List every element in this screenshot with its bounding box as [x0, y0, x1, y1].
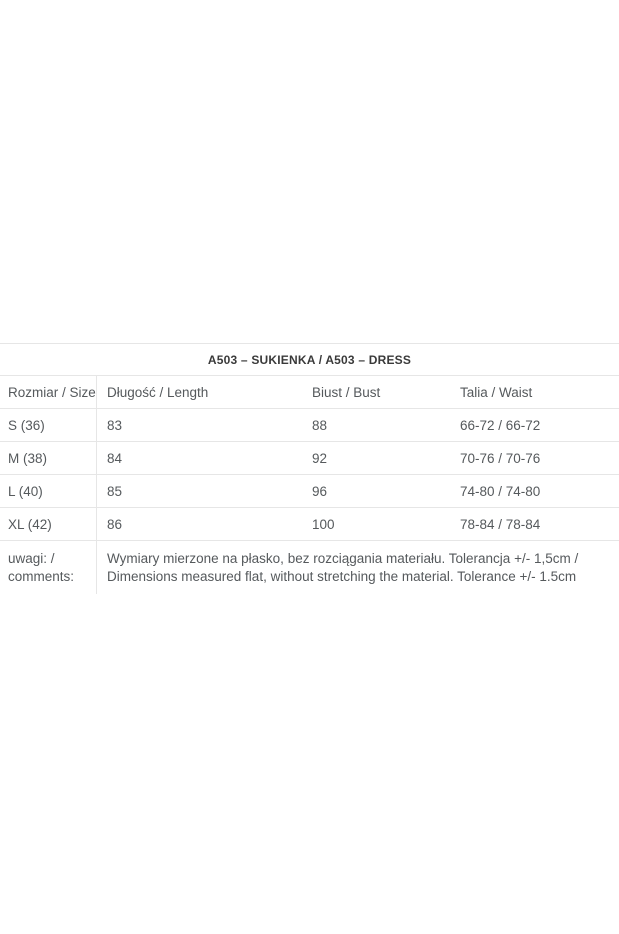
cell-size: S (36): [0, 409, 97, 441]
size-table: [0, 343, 619, 594]
cell-length: 86: [107, 516, 123, 532]
notes-text: [97, 541, 619, 594]
size-table-title-row: [0, 344, 619, 376]
size-table-title: A503 – SUKIENKA / A503 – DRESS: [207, 352, 412, 367]
table-row: [0, 409, 619, 442]
cell-waist: 66-72 / 66-72: [460, 417, 541, 433]
column-header-waist: Talia / Waist: [460, 384, 533, 400]
cell-waist: 74-80 / 74-80: [460, 483, 541, 499]
cell-length: 83: [107, 417, 123, 433]
notes-text-pl: Wymiary mierzone na płasko, bez rozciągania materiału. Tolerancja +/- 1,5cm /: [107, 551, 579, 566]
notes-text-en: Dimensions measured flat, without stretching the material. Tolerance +/- 1.5cm: [107, 569, 577, 584]
table-row: [0, 442, 619, 475]
column-header-length: Długość / Length: [107, 384, 209, 400]
cell-bust: 96: [312, 483, 328, 499]
notes-label: [0, 541, 97, 594]
cell-size: XL (42): [0, 508, 97, 540]
cell-bust: 100: [312, 516, 335, 532]
cell-bust: 88: [312, 417, 328, 433]
cell-waist: 78-84 / 78-84: [460, 516, 541, 532]
cell-waist: 70-76 / 70-76: [460, 450, 541, 466]
cell-length: 85: [107, 483, 123, 499]
table-row: [0, 508, 619, 541]
table-row: [0, 475, 619, 508]
cell-size: M (38): [0, 442, 97, 474]
size-table-header-row: [0, 376, 619, 409]
column-header-bust: Biust / Bust: [312, 384, 381, 400]
notes-label-en: comments:: [8, 569, 75, 584]
column-header-size: Rozmiar / Size: [0, 376, 97, 408]
cell-bust: 92: [312, 450, 328, 466]
notes-label-pl: uwagi: /: [8, 551, 55, 566]
cell-length: 84: [107, 450, 123, 466]
table-notes-row: [0, 541, 619, 594]
cell-size: L (40): [0, 475, 97, 507]
